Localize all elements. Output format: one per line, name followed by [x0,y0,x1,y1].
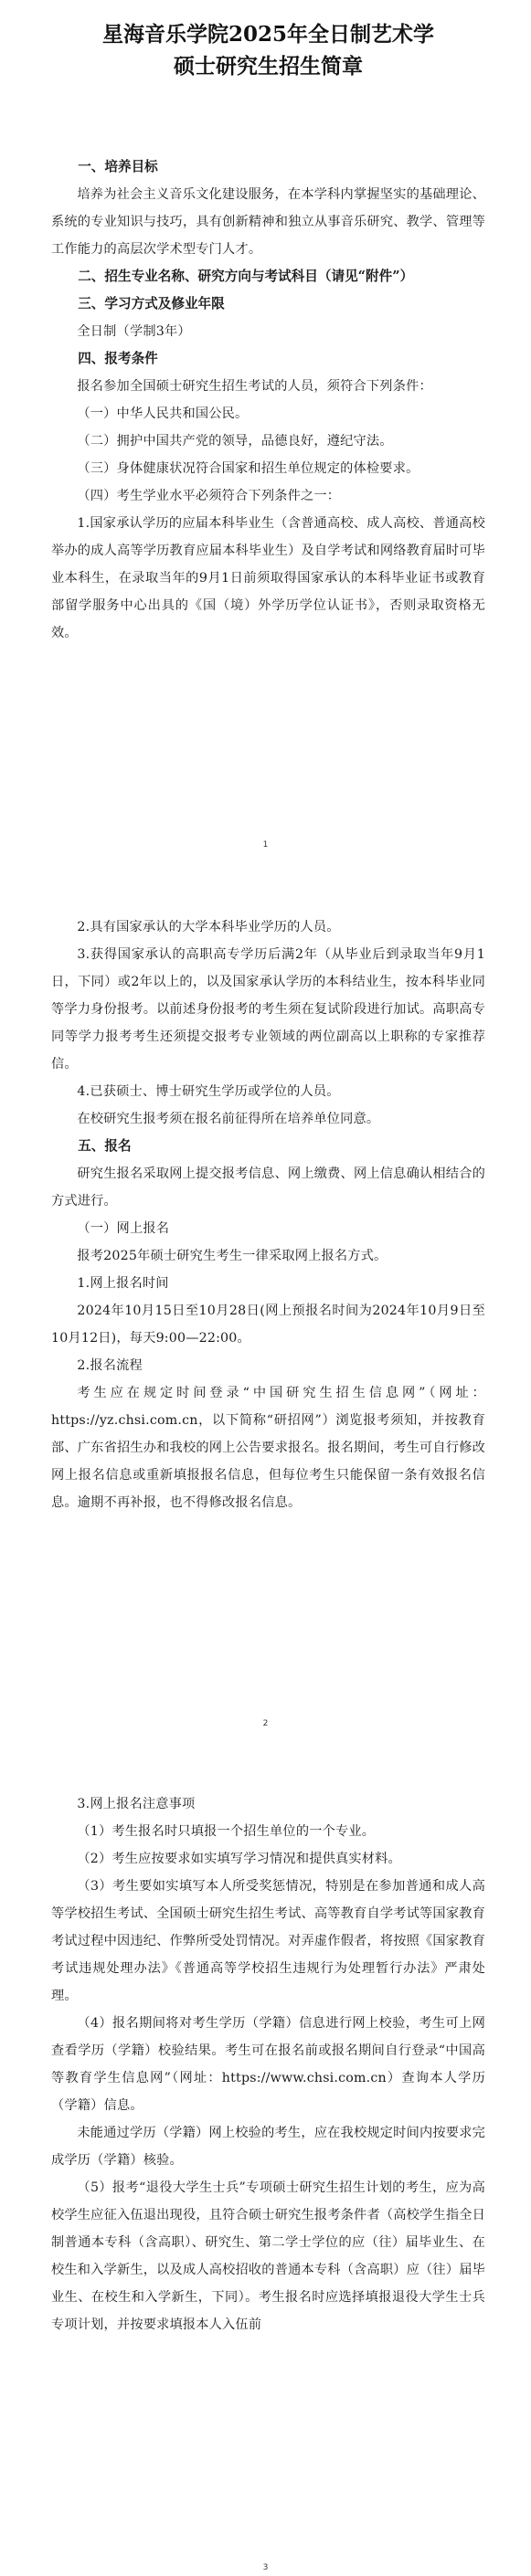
eligibility-condition-1: （一）中华人民共和国公民。 [77,406,249,421]
registration-note-5: （5）报考“退役大学生士兵”专项硕士研究生招生计划的考生，应为高校学生应征入伍退出现役，且符合硕士研究生报考条件者（高校学生指全日制普通本专科（含高职）、研究生、第二学士学位的应（往）届毕业生、在校生和入学新生，以及成人高校招收的普通本专科（含高职）应（往）届毕业生、在校生和入学新生，下同）。考生报名时应选择填报退役大学生士兵专项计划，并按要求填报本人入伍前 [51,2180,485,2332]
online-registration-subheading: （一）网上报名 [77,1221,170,1236]
registration-process-heading: 2.报名流程 [77,1358,143,1373]
registration-time-heading: 1.网上报名时间 [77,1276,169,1291]
page-1 [0,0,531,647]
registration-intro: 研究生报名采取网上提交报考信息、网上缴费、网上信息确认相结合的方式进行。 [51,1167,485,1209]
section-heading-training-goal: 一、培养目标 [78,159,158,174]
study-mode-text: 全日制（学制3年） [77,324,191,339]
page-number-1: 1 [262,840,269,850]
registration-notes-heading: 3.网上报名注意事项 [77,1797,196,1811]
document-title-line-1: 星海音乐学院2025年全日制艺术学 [101,22,434,47]
eligibility-note: 在校研究生报考须在报名前征得所在培养单位同意。 [77,1112,380,1126]
section-heading-registration: 五、报名 [78,1138,132,1154]
eligibility-condition-4-item-4: 4.已获硕士、博士研究生学历或学位的人员。 [77,1084,340,1099]
eligibility-condition-3: （三）身体健康状况符合国家和招生单位规定的体检要求。 [77,461,419,476]
title-block [51,0,485,82]
section-heading-majors: 二、招生专业名称、研究方向与考试科目（请见“附件”） [78,269,414,284]
registration-note-3: （3）考生要如实填写本人所受奖惩情况，特别是在参加普通和成人高等学校招生考试、全国硕士研究生招生考试、高等教育自学考试等国家教育考试过程中因违纪、作弊所受处罚情况。对弄虚作假者，将按照《国家教育考试违规处理办法》《普通高等学校招生违规行为处理暂行办法》严肃处理。 [51,1879,485,2003]
eligibility-condition-4: （四）考生学业水平必须符合下列条件之一： [77,489,341,503]
section-heading-study-mode: 三、学习方式及修业年限 [78,296,225,311]
page-2 [0,913,531,1516]
registration-note-2: （2）考生应按要求如实填写学习情况和提供真实材料。 [77,1852,401,1866]
page-number-3: 3 [262,2563,269,2572]
page-number-2: 2 [262,1719,269,1728]
page-3 [0,1790,531,2338]
eligibility-condition-4-item-2: 2.具有国家承认的大学本科毕业学历的人员。 [77,920,340,934]
eligibility-condition-2: （二）拥护中国共产党的领导，品德良好，遵纪守法。 [77,434,393,449]
online-registration-text: 报考2025年硕士研究生考生一律采取网上报名方式。 [77,1249,388,1263]
section-heading-eligibility: 四、报考条件 [78,351,158,366]
eligibility-intro: 报名参加全国硕士研究生招生考试的人员，须符合下列条件： [77,379,432,394]
eligibility-condition-4-item-1: 1.国家承认学历的应届本科毕业生（含普通高校、成人高校、普通高校举办的成人高等学历教育应届本科毕业生）及自学考试和网络教育届时可毕业本科生，在录取当年的9月1日前须取得国家承认的本科毕业证书或教育部留学服务中心出具的《国（境）外学历学位认证书》，否则录取资格无效。 [51,516,485,640]
registration-process-text: 考生应在规定时间登录“中国研究生招生信息网”（网址：https://yz.chsi.com.cn，以下简称“研招网”）浏览报考须知，并按教育部、广东省招生办和我校的网上公告要求报名。报名期间，考生可自行修改网上报名信息或重新填报报名信息，但每位考生只能保留一条有效报名信息。逾期不再补报，也不得修改报名信息。 [51,1386,485,1510]
registration-note-4: （4）报名期间将对考生学历（学籍）信息进行网上校验，考生可上网查看学历（学籍）校验结果。考生可在报名前或报名期间自行登录“中国高等教育学生信息网”（网址：https://www.chsi.com.cn）查询本人学历（学籍）信息。 [51,2016,485,2113]
document-title-line-2: 硕士研究生招生简章 [174,54,363,79]
training-goal-text: 培养为社会主义音乐文化建设服务，在本学科内掌握坚实的基础理论、系统的专业知识与技巧，具有创新精神和独立从事音乐研究、教学、管理等工作能力的高层次学术型专门人才。 [51,187,485,257]
eligibility-condition-4-item-3: 3.获得国家承认的高职高专学历后满2年（从毕业后到录取当年9月1日，下同）或2年以上的，以及国家承认学历的本科结业生，按本科毕业同等学力身份报考。以前述身份报考的考生须在复试阶段进行加试。高职高专同等学力报考考生还须提交报考专业领域的两位副高以上职称的专家推荐信。 [51,947,485,1072]
registration-note-4-supplement: 未能通过学历（学籍）网上校验的考生，应在我校规定时间内按要求完成学历（学籍）核验。 [51,2126,485,2168]
registration-note-1: （1）考生报名时只填报一个招生单位的一个专业。 [77,1824,376,1839]
registration-time-text: 2024年10月15日至10月28日(网上预报名时间为2024年10月9日至10月12日)，每天9:00—22:00。 [51,1304,485,1346]
